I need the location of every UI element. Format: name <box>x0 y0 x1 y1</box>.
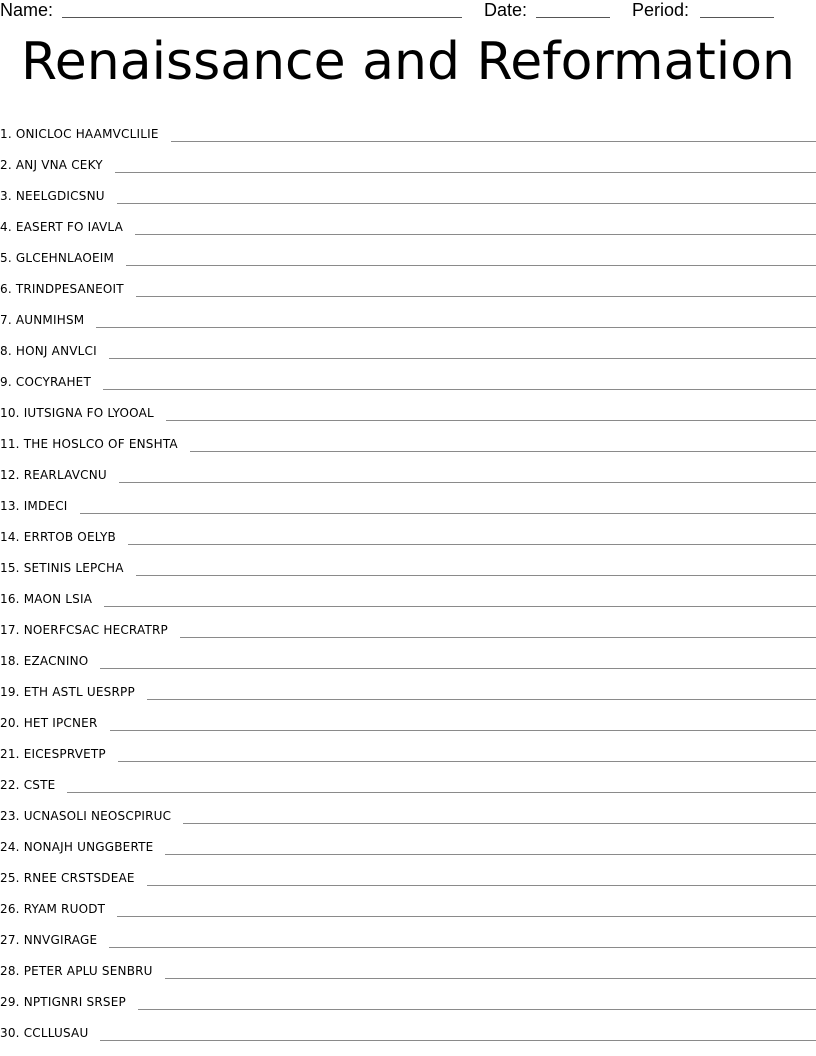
scrambled-word: 8. HONJ ANVLCI <box>0 344 97 358</box>
scrambled-word: 3. NEELGDICSNU <box>0 189 105 203</box>
answer-line[interactable] <box>183 823 816 824</box>
question-row <box>0 824 816 855</box>
scrambled-word: 20. HET IPCNER <box>0 716 98 730</box>
scrambled-word: 17. NOERFCSAC HECRATRP <box>0 623 168 637</box>
question-row <box>0 111 816 142</box>
answer-line[interactable] <box>117 916 816 917</box>
scrambled-word: 19. ETH ASTL UESRPP <box>0 685 135 699</box>
worksheet-header <box>0 0 816 22</box>
scrambled-word: 13. IMDECI <box>0 499 68 513</box>
question-row <box>0 1010 816 1041</box>
answer-line[interactable] <box>136 296 816 297</box>
scrambled-word: 25. RNEE CRSTSDEAE <box>0 871 135 885</box>
question-row <box>0 483 816 514</box>
name-field[interactable] <box>62 17 462 18</box>
question-row <box>0 948 816 979</box>
question-row <box>0 142 816 173</box>
scrambled-word: 22. CSTE <box>0 778 56 792</box>
answer-line[interactable] <box>165 978 816 979</box>
answer-line[interactable] <box>136 575 816 576</box>
scrambled-word: 27. NNVGIRAGE <box>0 933 98 947</box>
question-row <box>0 514 816 545</box>
answer-line[interactable] <box>119 482 816 483</box>
answer-line[interactable] <box>109 947 816 948</box>
question-list <box>0 111 816 1041</box>
question-row <box>0 638 816 669</box>
question-row <box>0 731 816 762</box>
question-row <box>0 452 816 483</box>
page-title: Renaissance and Reformation <box>20 32 796 92</box>
question-row <box>0 204 816 235</box>
scrambled-word: 14. ERRTOB OELYB <box>0 530 116 544</box>
scrambled-word: 11. THE HOSLCO OF ENSHTA <box>0 437 178 451</box>
answer-line[interactable] <box>118 761 816 762</box>
question-row <box>0 545 816 576</box>
question-row <box>0 235 816 266</box>
answer-line[interactable] <box>166 420 816 421</box>
scrambled-word: 21. EICESPRVETP <box>0 747 106 761</box>
question-row <box>0 576 816 607</box>
answer-line[interactable] <box>100 1040 816 1041</box>
scrambled-word: 5. GLCEHNLAOEIM <box>0 251 115 265</box>
question-row <box>0 917 816 948</box>
answer-line[interactable] <box>96 327 816 328</box>
question-row <box>0 328 816 359</box>
question-row <box>0 421 816 452</box>
scrambled-word: 4. EASERT FO IAVLA <box>0 220 123 234</box>
period-label: Period: <box>632 0 690 20</box>
answer-line[interactable] <box>67 792 816 793</box>
question-row <box>0 855 816 886</box>
scrambled-word: 9. COCYRAHET <box>0 375 91 389</box>
answer-line[interactable] <box>117 203 816 204</box>
answer-line[interactable] <box>138 1009 816 1010</box>
scrambled-word: 15. SETINIS LEPCHA <box>0 561 124 575</box>
answer-line[interactable] <box>126 265 816 266</box>
scrambled-word: 24. NONAJH UNGGBERTE <box>0 840 154 854</box>
question-row <box>0 266 816 297</box>
answer-line[interactable] <box>115 172 816 173</box>
question-row <box>0 607 816 638</box>
answer-line[interactable] <box>110 730 816 731</box>
answer-line[interactable] <box>103 389 816 390</box>
question-row <box>0 886 816 917</box>
period-field[interactable] <box>700 17 774 18</box>
date-field[interactable] <box>536 17 610 18</box>
answer-line[interactable] <box>147 699 816 700</box>
question-row <box>0 669 816 700</box>
scrambled-word: 1. ONICLOC HAAMVCLILIE <box>0 127 159 141</box>
question-row <box>0 173 816 204</box>
answer-line[interactable] <box>147 885 816 886</box>
answer-line[interactable] <box>100 668 816 669</box>
question-row <box>0 297 816 328</box>
scrambled-word: 18. EZACNINO <box>0 654 89 668</box>
scrambled-word: 26. RYAM RUODT <box>0 902 106 916</box>
answer-line[interactable] <box>104 606 816 607</box>
scrambled-word: 23. UCNASOLI NEOSCPIRUC <box>0 809 172 823</box>
scrambled-word: 28. PETER APLU SENBRU <box>0 964 153 978</box>
scrambled-word: 16. MAON LSIA <box>0 592 93 606</box>
answer-line[interactable] <box>135 234 816 235</box>
scrambled-word: 30. CCLLUSAU <box>0 1026 89 1040</box>
answer-line[interactable] <box>165 854 816 855</box>
answer-line[interactable] <box>128 544 816 545</box>
answer-line[interactable] <box>109 358 816 359</box>
name-label: Name: <box>0 0 54 20</box>
scrambled-word: 6. TRINDPESANEOIT <box>0 282 124 296</box>
scrambled-word: 7. AUNMIHSM <box>0 313 85 327</box>
answer-line[interactable] <box>171 141 816 142</box>
question-row <box>0 390 816 421</box>
scrambled-word: 29. NPTIGNRI SRSEP <box>0 995 126 1009</box>
scrambled-word: 12. REARLAVCNU <box>0 468 107 482</box>
answer-line[interactable] <box>80 513 816 514</box>
question-row <box>0 979 816 1010</box>
question-row <box>0 359 816 390</box>
answer-line[interactable] <box>190 451 816 452</box>
question-row <box>0 793 816 824</box>
scrambled-word: 2. ANJ VNA CEKY <box>0 158 103 172</box>
question-row <box>0 762 816 793</box>
question-row <box>0 700 816 731</box>
answer-line[interactable] <box>180 637 816 638</box>
scrambled-word: 10. IUTSIGNA FO LYOOAL <box>0 406 154 420</box>
date-label: Date: <box>484 0 528 20</box>
